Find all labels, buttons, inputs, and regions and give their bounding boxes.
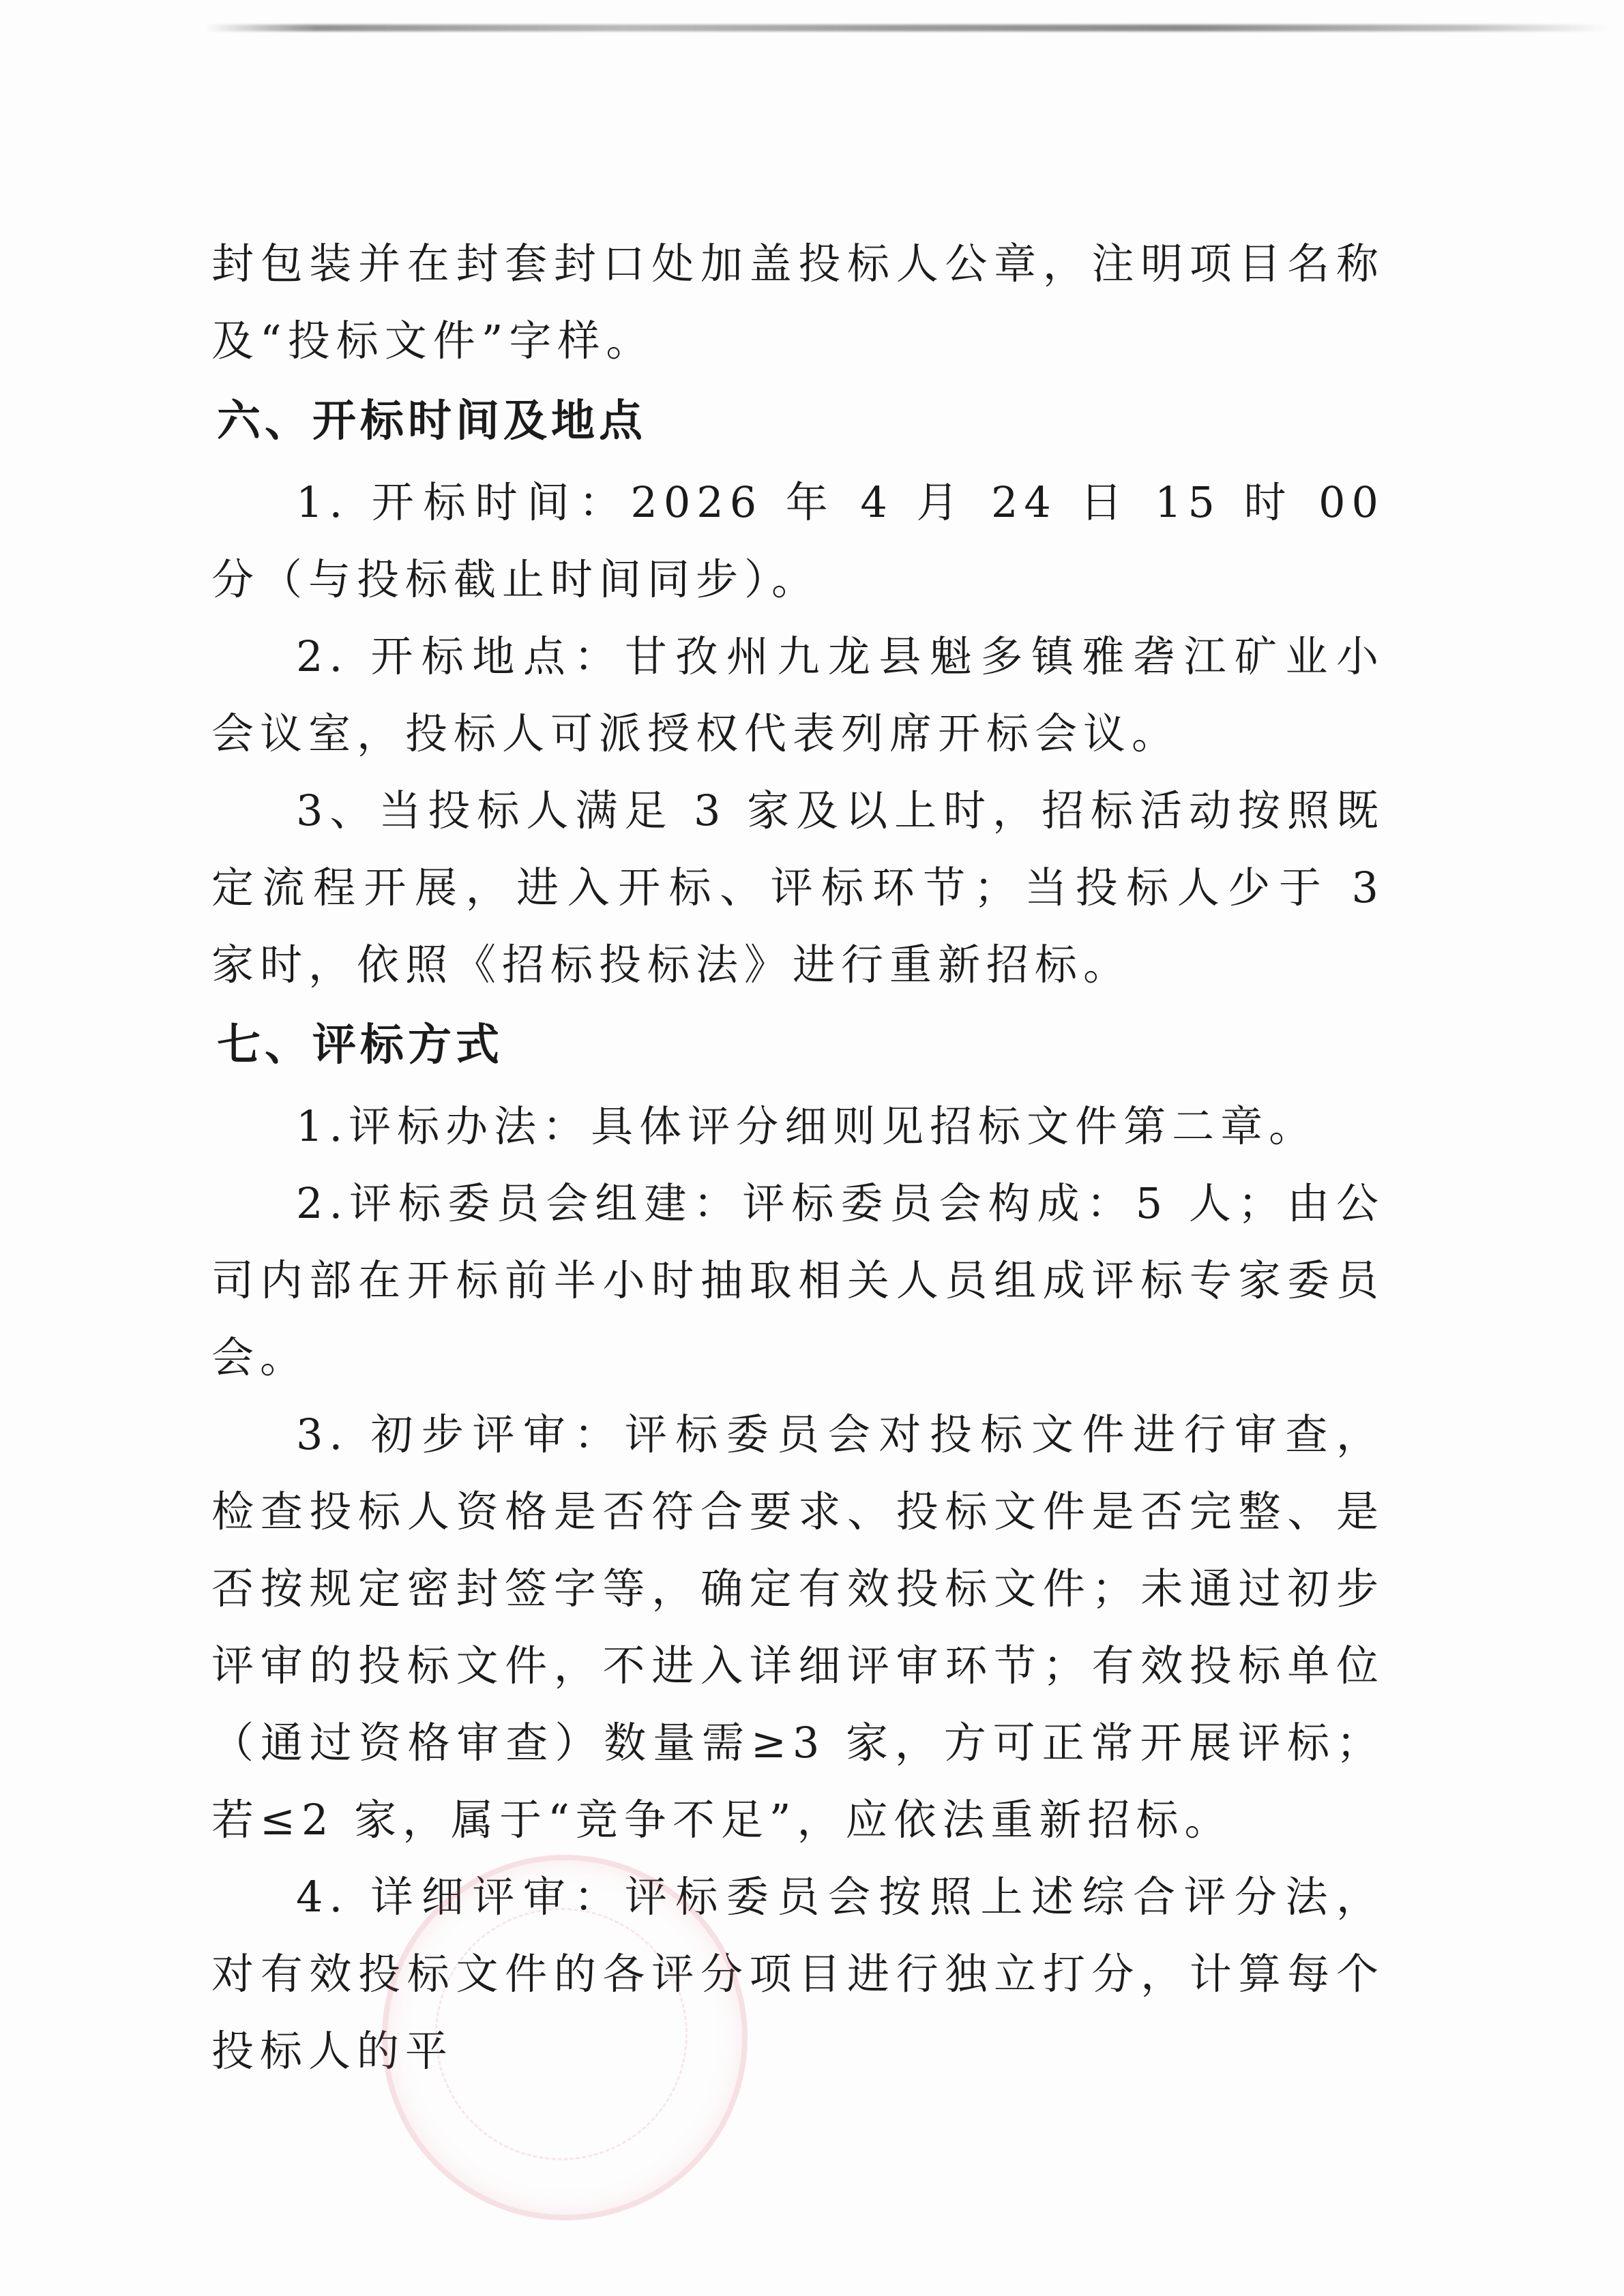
paragraph-packaging: 封包装并在封套封口处加盖投标人公章，注明项目名称及“投标文件”字样。 bbox=[211, 239, 1385, 366]
paragraph-committee: 2.评标委员会组建：评标委员会构成：5 人；由公司内部在开标前半小时抽取相关人员组成评标专家委员会。 bbox=[211, 1178, 1385, 1382]
heading-evaluation-method: 七、评标方式 bbox=[217, 1020, 503, 1071]
scan-edge-line bbox=[205, 25, 1610, 31]
paragraph-opening-location: 2. 开标地点：甘孜州九龙县魁多镇雅砻江矿业小会议室，投标人可派授权代表列席开标会议。 bbox=[211, 631, 1385, 758]
paragraph-opening-time: 1. 开标时间：2026 年 4 月 24 日 15 时 00 分（与投标截止时间同步）。 bbox=[211, 477, 1385, 604]
seal-inner-ring bbox=[435, 1908, 688, 2160]
paragraph-preliminary-review: 3. 初步评审：评标委员会对投标文件进行审查，检查投标人资格是否符合要求、投标文件是否完整、是否按规定密封签字等，确定有效投标文件；未通过初步评审的投标文件，不进入详细评审环节；有效投标单位（通过资格审查）数量需≥3 家，方可正常开展评标；若≤2 家，属于“竞争不足”，应依法重新招标。 bbox=[211, 1410, 1385, 1845]
paragraph-evaluation-rules: 1.评标办法：具体评分细则见招标文件第二章。 bbox=[296, 1101, 1318, 1151]
paragraph-bidder-count: 3、当投标人满足 3 家及以上时，招标活动按照既定流程开展，进入开标、评标环节；当投标人少于 3 家时，依照《招标投标法》进行重新招标。 bbox=[211, 786, 1385, 989]
document-body bbox=[211, 225, 1385, 2089]
faded-seal-stamp bbox=[382, 1855, 748, 2220]
heading-opening-time-place: 六、开标时间及地点 bbox=[217, 396, 647, 447]
paragraph-detailed-review: 4. 详细评审：评标委员会按照上述综合评分法，对有效投标文件的各评分项目进行独立打分，计算每个投标人的平 bbox=[211, 1872, 1385, 2076]
